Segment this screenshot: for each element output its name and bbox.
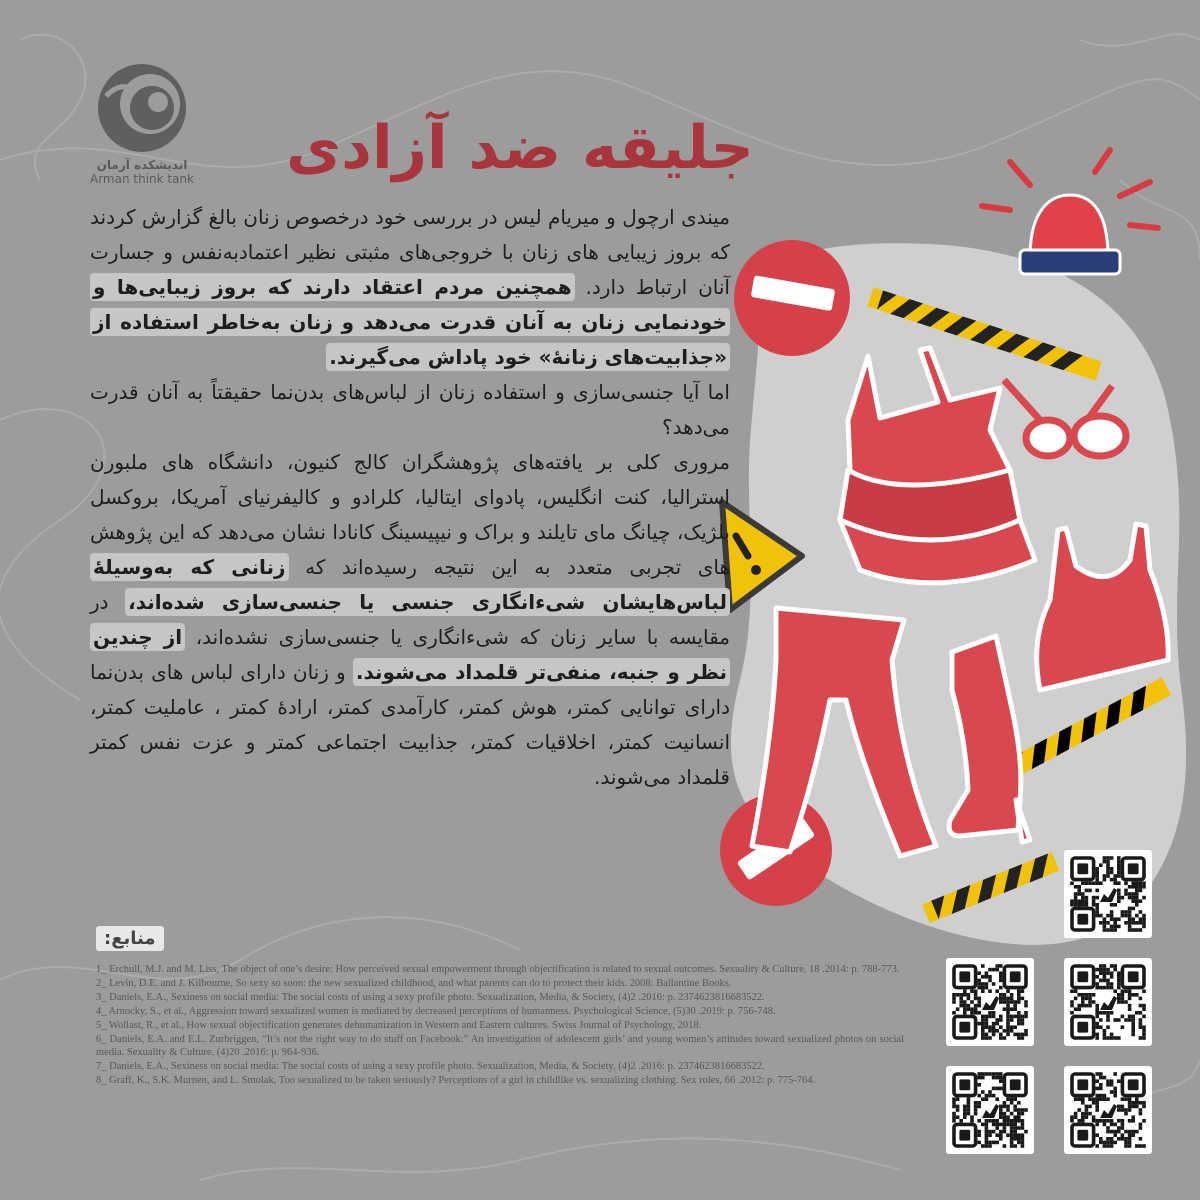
qr-code-icon[interactable] (946, 958, 1034, 1046)
reference-item: 2_ Levin, D.E. and J. Kilbourne, So sexy so soon: the new sexualized childhood, and what parents can do to protect their kids. 2008: Ballantine Books. (96, 978, 732, 989)
qr-code-icon[interactable] (1064, 850, 1152, 938)
reference-item: 8_ Graff, K., S.K. Murnen, and L. Smolak, Too sexualized to be taken seriously? Perceptions of a girl in childlike vs. sexualizing clothing. Sex roles, 66 .2012: p. 775-764. (96, 1075, 816, 1086)
paragraph-intro (90, 200, 730, 375)
highlighted-text: زنانی که به‌وسیلهٔ لباس‌هایشان شیءانگاری جنسی یا جنسی‌سازی شده‌اند، (90, 553, 730, 616)
text-segment: میندی ارچول و میریام لیس در بررسی خود درخصوص زنان بالغ گزارش کردند که بروز زیبایی های زنان با خروجی‌های مثبتی نظیر اعتمادبه‌نفس و جسارت آنان ارتباط دارد. (90, 205, 730, 299)
reference-item: 4_ Arnocky, S., et al., Aggression toward sexualized women is mediated by decreased perceptions of humanness. Psychological Science, (5)30 .2019: p. 756-748. (96, 1006, 776, 1017)
qr-code-icon[interactable] (1064, 1066, 1152, 1154)
page-title: جلیقه ضد آزادی (286, 113, 754, 183)
sources-label: منابع: (96, 926, 164, 951)
reference-item: 6_ Daniels, E.A. and E.L. Zurbriggen, “It’s not the right way to do stuff on Facebook:” An investigation of adolescent girls’ and young women’s attitudes toward sexualized photos on social media. Sexuality & Culture, (4)20 .2016: p. 964-936. (96, 1034, 904, 1058)
text-segment: و زنان دارای لباس های بدن‌نما دارای توانایی کمتر، هوش کمتر، کارآمدی کمتر، ارادهٔ کمتر ، عاملیت کمتر، انسانیت کمتر، اخلاقیات کمتر، جذابیت اجتماعی کمتر و عزت نفس کمتر قلمداد می‌شوند. (90, 660, 730, 789)
qr-code-icon[interactable] (1064, 958, 1152, 1046)
logo-name-fa: اندیشکده آرمان (96, 158, 188, 172)
logo-name-en: Arman think tank (89, 172, 195, 186)
reference-item: 1_ Erchull, M.J. and M. Liss, The object of one’s desire: How perceived sexual empowerment through objectification is related to sexual outcomes. Sexuality & Culture, 18 .2014: p. 788-773. (96, 964, 900, 975)
reference-item: 3_ Daniels, E.A., Sexiness on social media: The social costs of using a sexy profile photo. Sexualization, Media, & Society, (4)2 .2016: p. 2374623816683522. (96, 992, 765, 1003)
text-segment: مروری کلی بر یافته‌های پژوهشگران کالج کنیون، دانشگاه های ملبورن استرالیا، کنت انگلیس، پادوای ایتالیا، کلرادو و کالیفرنیای آمریکا، بروکسل بلژیک، چیانگ مای تایلند و براک و نیپیسینگ کانادا نشان می‌دهد که این پژوهش های تجربی متعدد به این نتیجه رسیده‌اند که (90, 450, 730, 579)
text-segment: اما آیا جنسی‌سازی و استفاده زنان از لباس‌های بدن‌نما حقیقتاً به آنان قدرت می‌دهد؟ (90, 380, 730, 439)
highlighted-text: همچنین مردم اعتقاد دارند که بروز زیبایی‌ها و خودنمایی زنان به آنان قدرت می‌دهد و زنان به‌خاطر استفاده از «جذابیت‌های زنانهٔ» خود پاداش می‌گیرند. (90, 273, 730, 371)
highlighted-text: از چندین نظر و جنبه، منفی‌تر قلمداد می‌شوند. (90, 623, 730, 686)
no-entry-icon (734, 240, 850, 356)
references-list (96, 963, 904, 1088)
paragraph-findings (90, 445, 730, 795)
reference-item: 7_ Daniels, E.A., Sexiness on social media: The social costs of using a sexy profile photo. Sexualization, Media, & Society, (4)2 .2016: p. 2374623816683522. (96, 1061, 765, 1072)
text-segment: در مقایسه با سایر زنان که شیءانگاری یا جنسی‌سازی نشده‌اند، (90, 590, 730, 649)
paragraph-question (90, 375, 730, 445)
article-body (90, 200, 730, 795)
reference-item: 5_ Wollast, R., et al., How sexual objectification generates dehumanization in Western and Eastern cultures. Swiss Journal of Psychology, 2018. (96, 1020, 702, 1031)
qr-code-icon[interactable] (946, 1066, 1034, 1154)
